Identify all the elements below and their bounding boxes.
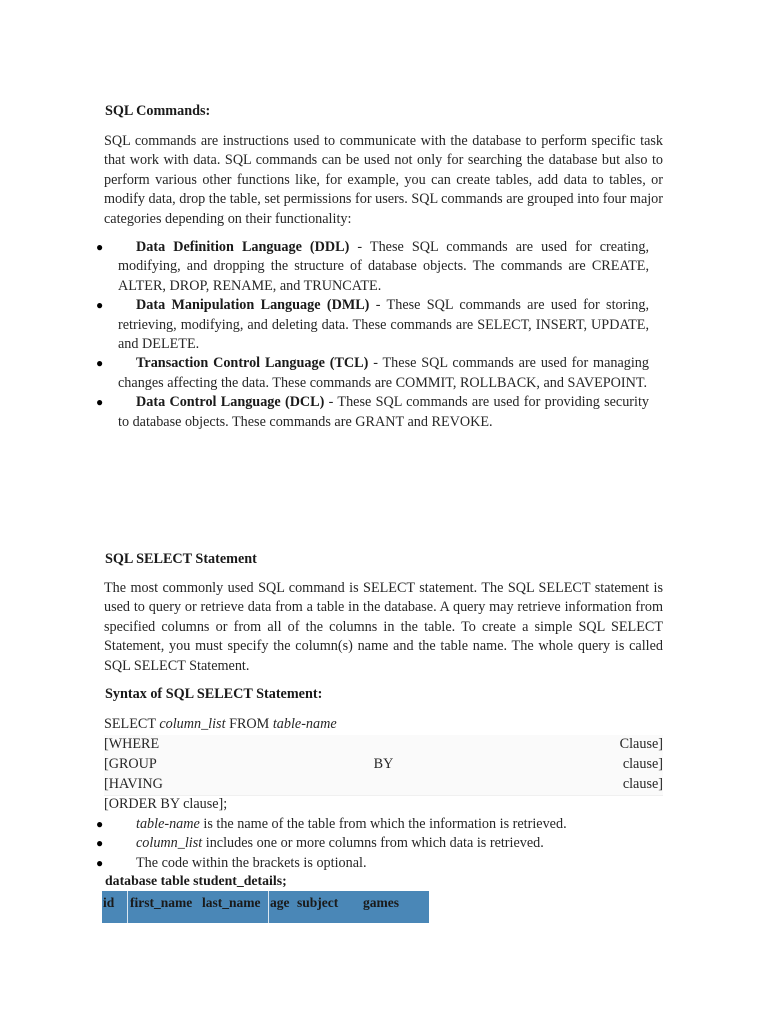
syntax-group-by-line: [GROUP BY clause] [104, 755, 663, 776]
column-header-games: games [363, 895, 399, 910]
sql-command-categories-list [96, 238, 650, 432]
syntax-notes-list [96, 815, 676, 873]
list-item: ● Transaction Control Language (TCL) - These SQL commands are used for managing changes affecting the data. These commands are COMMIT, ROLLBACK, and SAVEPOINT. [96, 355, 649, 391]
bullet-icon: ● [96, 836, 104, 851]
column-header-subject: subject [297, 895, 339, 910]
column-header-first-name: first_name [130, 895, 193, 910]
list-item: ● column_list includes one or more columns from which data is retrieved. [136, 834, 676, 853]
bullet-icon: ● [96, 298, 104, 313]
syntax-order-by-line: [ORDER BY clause]; [104, 796, 228, 812]
bullet-icon: ● [96, 240, 104, 254]
list-item: ● The code within the brackets is optional. [136, 854, 676, 873]
sql-select-intro-paragraph: The most commonly used SQL command is SELECT statement. The SQL SELECT statement is used to query or retrieve data from a table in the database. A query may retrieve information from specified columns or from all of the columns in the table. To create a simple SQL SELECT Statement, you must specify the column(s) name and the table name. The whole query is called SQL SELECT Statement. [104, 580, 663, 674]
bullet-icon: ● [96, 356, 104, 371]
section-heading-sql-select: SQL SELECT Statement [105, 551, 257, 567]
sql-commands-intro-paragraph: SQL commands are instructions used to communicate with the database to perform specific task that work with data. SQL commands can be used not only for searching the database but also to perform various other functions like, for example, you can create tables, add data to tables, or modify data, drop the table, set permissions for users. SQL commands are grouped into four major categories depending on their functionality: [104, 133, 663, 227]
list-item: ● Data Control Language (DCL) - These SQL commands are used for providing security to database objects. These commands are GRANT and REVOKE. [96, 394, 649, 430]
table-caption: database table student_details; [105, 873, 287, 888]
syntax-where-line: [WHERE Clause] [104, 735, 663, 756]
bullet-icon: ● [96, 855, 104, 870]
syntax-having-line: [HAVING clause] [104, 775, 663, 796]
bullet-icon: ● [96, 395, 104, 410]
column-header-last-name: last_name [202, 891, 269, 923]
syntax-select-line: SELECT column_list FROM table-name [104, 716, 337, 732]
column-header-id: id [102, 891, 128, 923]
syntax-heading: Syntax of SQL SELECT Statement: [105, 686, 323, 702]
list-item: ● table-name is the name of the table from which the information is retrieved. [136, 815, 676, 834]
list-item: ● Data Definition Language (DDL) - These SQL commands are used for creating, modifying, and dropping the structure of database objects. The commands are CREATE, ALTER, DROP, RENAME, and TRUNCATE. [96, 239, 649, 294]
bullet-icon: ● [96, 817, 104, 831]
column-header-age: age [270, 895, 290, 910]
student-details-table-header [102, 891, 429, 923]
list-item: ● Data Manipulation Language (DML) - These SQL commands are used for storing, retrieving, modifying, and deleting data. These commands are SELECT, INSERT, UPDATE, and DELETE. [96, 297, 650, 353]
section-heading-sql-commands: SQL Commands: [105, 103, 211, 119]
